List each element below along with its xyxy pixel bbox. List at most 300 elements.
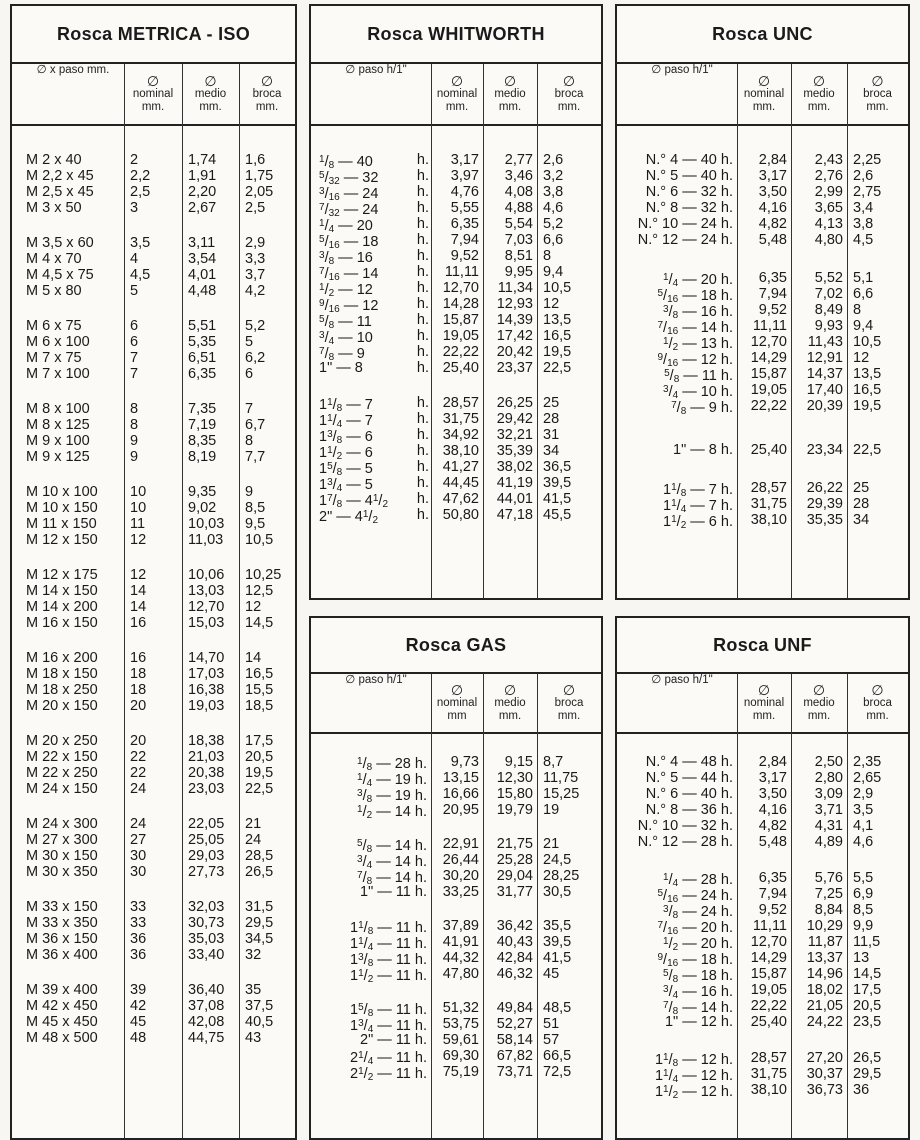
medio-value: 5,35 xyxy=(188,334,217,350)
thread-size: $^7$/8 — 9 h. xyxy=(671,400,733,417)
medio-value: 26,25 xyxy=(496,395,533,411)
header-broca xyxy=(537,674,601,732)
medio-value: 9,02 xyxy=(188,500,217,516)
header-medio xyxy=(483,674,537,732)
header-thread-pitch: ∅ x paso mm. xyxy=(36,64,110,76)
broca-value: 36 xyxy=(853,1082,870,1098)
broca-value: 39,5 xyxy=(543,475,572,491)
medio-value: 4,31 xyxy=(814,818,843,834)
nominal-value: 34,92 xyxy=(442,427,479,443)
broca-value: 8,5 xyxy=(853,902,874,918)
medio-value: 18,02 xyxy=(806,982,843,998)
column-divider xyxy=(537,674,538,1138)
broca-value: 16,5 xyxy=(245,666,274,682)
thread-size: $1^3/4$ — 5 xyxy=(319,477,373,494)
medio-value: 15,80 xyxy=(496,786,533,802)
medio-value: 23,37 xyxy=(496,360,533,376)
broca-value: 19 xyxy=(543,802,560,818)
nominal-value: 7,94 xyxy=(758,286,787,302)
thread-size: M 4 x 70 xyxy=(26,251,82,267)
nominal-value: 33,25 xyxy=(442,884,479,900)
nominal-value: 48 xyxy=(130,1030,147,1046)
metrica-iso-table xyxy=(10,4,297,1140)
nominal-value: 6 xyxy=(130,334,139,350)
header-medio xyxy=(791,64,847,124)
thread-size: M 24 x 300 xyxy=(26,816,98,832)
thread-size: M 4,5 x 75 xyxy=(26,267,94,283)
nominal-value: 9,73 xyxy=(450,754,479,770)
broca-value: 3,8 xyxy=(853,216,874,232)
broca-value: 4,1 xyxy=(853,818,874,834)
header-text: nominal xyxy=(436,88,478,100)
thread-size: M 2 x 40 xyxy=(26,152,82,168)
thread-size: $^3$/8 — 19 h. xyxy=(357,788,427,805)
header-text: mm. xyxy=(752,710,776,722)
broca-value: 9,4 xyxy=(543,264,564,280)
diameter-symbol: ∅ xyxy=(503,73,517,89)
nominal-value: 3 xyxy=(130,200,139,216)
header-thread-pitch: ∅ paso h/1" xyxy=(651,674,713,686)
broca-value: 16,5 xyxy=(853,382,882,398)
unit-h: h. xyxy=(416,264,429,280)
unit-h: h. xyxy=(416,427,429,443)
thread-size: $^1$/4 — 19 h. xyxy=(357,772,427,789)
broca-value: 18,5 xyxy=(245,698,274,714)
nominal-value: 11 xyxy=(130,516,146,532)
broca-value: 6 xyxy=(245,366,254,382)
broca-value: 28,25 xyxy=(543,868,580,884)
broca-value: 22,5 xyxy=(853,442,882,458)
medio-value: 3,65 xyxy=(814,200,843,216)
broca-value: 1,6 xyxy=(245,152,266,168)
medio-value: 2,20 xyxy=(188,184,217,200)
thread-size: $^3$/8 — 16 xyxy=(319,250,373,267)
medio-value: 3,09 xyxy=(814,786,843,802)
nominal-value: 47,62 xyxy=(442,491,479,507)
medio-value: 17,03 xyxy=(188,666,225,682)
broca-value: 10,5 xyxy=(853,334,882,350)
thread-size: M 36 x 150 xyxy=(26,931,98,947)
thread-size: M 6 x 75 xyxy=(26,318,82,334)
broca-value: 26,5 xyxy=(853,1050,882,1066)
medio-value: 22,05 xyxy=(188,816,225,832)
thread-size: $^7$/8 — 9 xyxy=(319,346,365,363)
nominal-value: 38,10 xyxy=(750,512,787,528)
thread-size: $^3$/4 — 14 h. xyxy=(357,854,427,871)
header-nominal xyxy=(431,64,483,124)
thread-size: $^7$/32 — 24 xyxy=(319,202,379,219)
broca-value: 9,5 xyxy=(245,516,266,532)
medio-value: 21,03 xyxy=(188,749,225,765)
thread-size: $^9$/16 — 18 h. xyxy=(657,952,733,969)
nominal-value: 16,66 xyxy=(442,786,479,802)
broca-value: 7 xyxy=(245,401,254,417)
unit-h: h. xyxy=(416,216,429,232)
unit-h: h. xyxy=(416,312,429,328)
nominal-value: 38,10 xyxy=(442,443,479,459)
medio-value: 12,91 xyxy=(806,350,843,366)
broca-value: 14 xyxy=(245,650,262,666)
column-divider xyxy=(847,674,848,1138)
medio-value: 9,35 xyxy=(188,484,217,500)
medio-value: 14,96 xyxy=(806,966,843,982)
column-divider xyxy=(847,64,848,598)
unit-h: h. xyxy=(416,507,429,523)
broca-value: 30,5 xyxy=(543,884,572,900)
thread-size: $^7$/16 — 14 xyxy=(319,266,379,283)
broca-value: 31,5 xyxy=(245,899,274,915)
nominal-value: 41,27 xyxy=(442,459,479,475)
medio-value: 10,06 xyxy=(188,567,225,583)
broca-value: 8 xyxy=(245,433,254,449)
thread-size: M 9 x 100 xyxy=(26,433,90,449)
thread-size: 2" — $4^1/2$ xyxy=(319,509,378,526)
thread-size: M 11 x 150 xyxy=(26,516,97,532)
column-headers xyxy=(617,674,908,734)
thread-size: $^1$/2 — 20 h. xyxy=(663,936,733,953)
nominal-value: 31,75 xyxy=(750,496,787,512)
thread-size: $^1$/4 — 20 xyxy=(319,218,373,235)
medio-value: 47,18 xyxy=(496,507,533,523)
broca-value: 2,75 xyxy=(853,184,882,200)
medio-value: 58,14 xyxy=(496,1032,533,1048)
header-text: medio xyxy=(803,697,835,709)
broca-value: 34,5 xyxy=(245,931,274,947)
nominal-value: 9,52 xyxy=(450,248,479,264)
thread-size: $^1$/2 — 12 xyxy=(319,282,373,299)
nominal-value: 44,32 xyxy=(442,950,479,966)
medio-value: 52,27 xyxy=(496,1016,533,1032)
medio-value: 4,01 xyxy=(188,267,217,283)
nominal-value: 5 xyxy=(130,283,139,299)
thread-size: $^3$/8 — 16 h. xyxy=(663,304,733,321)
nominal-value: 3,97 xyxy=(450,168,479,184)
header-medio xyxy=(182,64,239,124)
thread-size: 2" — 11 h. xyxy=(360,1032,427,1048)
diameter-symbol: ∅ xyxy=(146,73,160,89)
thread-size: M 8 x 100 xyxy=(26,401,90,417)
broca-value: 5 xyxy=(245,334,254,350)
diameter-symbol: ∅ xyxy=(757,682,771,698)
medio-value: 10,29 xyxy=(806,918,843,934)
medio-value: 31,77 xyxy=(496,884,533,900)
header-broca xyxy=(847,674,908,732)
broca-value: 34 xyxy=(543,443,560,459)
header-broca xyxy=(847,64,908,124)
broca-value: 5,5 xyxy=(853,870,874,886)
nominal-value: 30 xyxy=(130,848,147,864)
broca-value: 51 xyxy=(543,1016,560,1032)
thread-size: 1" — 12 h. xyxy=(664,1014,733,1030)
medio-value: 15,03 xyxy=(188,615,225,631)
header-text: medio xyxy=(494,88,526,100)
nominal-value: 25,40 xyxy=(442,360,479,376)
thread-size: M 5 x 80 xyxy=(26,283,82,299)
broca-value: 24 xyxy=(245,832,262,848)
nominal-value: 30 xyxy=(130,864,147,880)
nominal-value: 16 xyxy=(130,615,147,631)
thread-size: $1^1/4$ — 11 h. xyxy=(350,936,427,953)
header-text: mm. xyxy=(866,101,889,113)
thread-size: N.° 6 — 40 h. xyxy=(645,786,733,802)
nominal-value: 15,87 xyxy=(750,966,787,982)
nominal-value: 22,22 xyxy=(750,398,787,414)
nominal-value: 14 xyxy=(130,583,147,599)
thread-size: $1^1/4$ — 7 xyxy=(319,413,373,430)
thread-size: 1" — 8 xyxy=(319,360,363,376)
thread-size: $^5$/8 — 18 h. xyxy=(663,968,733,985)
nominal-value: 7,94 xyxy=(450,232,479,248)
broca-value: 10,25 xyxy=(245,567,282,583)
thread-size: M 30 x 350 xyxy=(26,864,98,880)
nominal-value: 44,45 xyxy=(442,475,479,491)
broca-value: 45 xyxy=(543,966,560,982)
medio-value: 18,38 xyxy=(188,733,225,749)
nominal-value: 45 xyxy=(130,1014,147,1030)
unit-h: h. xyxy=(416,152,429,168)
broca-value: 37,5 xyxy=(245,998,274,1014)
medio-value: 11,03 xyxy=(188,532,224,548)
thread-size: M 20 x 250 xyxy=(26,733,98,749)
medio-value: 23,34 xyxy=(806,442,843,458)
unit-h: h. xyxy=(416,184,429,200)
medio-value: 27,73 xyxy=(188,864,225,880)
thread-size: M 33 x 350 xyxy=(26,915,98,931)
column-divider xyxy=(537,64,538,598)
nominal-value: 6,35 xyxy=(758,870,787,886)
unit-h: h. xyxy=(416,344,429,360)
thread-size: $^3$/16 — 24 xyxy=(319,186,379,203)
broca-value: 10,5 xyxy=(245,532,274,548)
nominal-value: 37,89 xyxy=(442,918,479,934)
unit-h: h. xyxy=(416,200,429,216)
nominal-value: 12,70 xyxy=(442,280,479,296)
medio-value: 36,40 xyxy=(188,982,225,998)
broca-value: 25 xyxy=(543,395,560,411)
nominal-value: 3,17 xyxy=(758,168,787,184)
medio-value: 5,52 xyxy=(814,270,843,286)
broca-value: 8 xyxy=(543,248,552,264)
nominal-value: 47,80 xyxy=(442,966,479,982)
header-text: mm. xyxy=(557,710,581,722)
broca-value: 2,25 xyxy=(853,152,882,168)
broca-value: 5,1 xyxy=(853,270,874,286)
medio-value: 7,03 xyxy=(504,232,533,248)
medio-value: 20,39 xyxy=(806,398,843,414)
nominal-value: 51,32 xyxy=(442,1000,479,1016)
header-text: broca xyxy=(554,88,584,100)
broca-value: 2,65 xyxy=(853,770,882,786)
thread-size: M 8 x 125 xyxy=(26,417,90,433)
broca-value: 20,5 xyxy=(853,998,882,1014)
medio-value: 8,19 xyxy=(188,449,217,465)
medio-value: 37,08 xyxy=(188,998,225,1014)
thread-size: 1" — 8 h. xyxy=(673,442,733,458)
header-text: nominal xyxy=(743,88,785,100)
header-text: mm. xyxy=(752,101,776,113)
thread-size: $^1$/2 — 13 h. xyxy=(663,336,733,353)
column-headers xyxy=(311,674,601,734)
broca-value: 9,9 xyxy=(853,918,874,934)
medio-value: 2,80 xyxy=(814,770,843,786)
nominal-value: 2 xyxy=(130,152,139,168)
broca-value: 14,5 xyxy=(245,615,274,631)
broca-value: 8 xyxy=(853,302,862,318)
thread-size: 1" — 11 h. xyxy=(360,884,427,900)
broca-value: 3,4 xyxy=(853,200,874,216)
broca-value: 19,5 xyxy=(543,344,572,360)
nominal-value: 22,22 xyxy=(442,344,479,360)
nominal-value: 3,17 xyxy=(450,152,479,168)
thread-size: M 3,5 x 60 xyxy=(26,235,94,251)
unit-h: h. xyxy=(416,411,429,427)
nominal-value: 2,84 xyxy=(758,754,787,770)
medio-value: 41,19 xyxy=(496,475,533,491)
medio-value: 32,03 xyxy=(188,899,225,915)
diameter-symbol: ∅ xyxy=(260,73,274,89)
medio-value: 8,84 xyxy=(814,902,843,918)
nominal-value: 4,82 xyxy=(758,216,787,232)
nominal-value: 24 xyxy=(130,816,147,832)
header-text: mm. xyxy=(498,101,522,113)
thread-size: $1^1/2$ — 6 xyxy=(319,445,373,462)
unit-h: h. xyxy=(416,443,429,459)
medio-value: 9,95 xyxy=(504,264,533,280)
diameter-symbol: ∅ xyxy=(450,73,464,89)
thread-size: $^7$/16 — 20 h. xyxy=(657,920,733,937)
header-text: nominal xyxy=(743,697,785,709)
diameter-symbol: ∅ xyxy=(812,682,826,698)
thread-size: $^5$/8 — 11 xyxy=(319,314,372,331)
thread-size: $1^1/8$ — 11 h. xyxy=(350,920,427,937)
medio-value: 12,70 xyxy=(188,599,225,615)
broca-value: 11,75 xyxy=(543,770,579,786)
header-text: mm. xyxy=(141,101,165,113)
nominal-value: 14 xyxy=(130,599,147,615)
thread-size: $1^3/8$ — 6 xyxy=(319,429,373,446)
thread-size: $^5$/16 — 18 h. xyxy=(657,288,733,305)
medio-value: 7,19 xyxy=(188,417,217,433)
thread-size: M 12 x 175 xyxy=(26,567,98,583)
medio-value: 36,73 xyxy=(806,1082,843,1098)
thread-size: M 6 x 100 xyxy=(26,334,90,350)
diameter-symbol: ∅ xyxy=(562,682,576,698)
thread-size: $^5$/8 — 14 h. xyxy=(357,838,427,855)
broca-value: 28 xyxy=(543,411,560,427)
thread-size: M 27 x 300 xyxy=(26,832,98,848)
nominal-value: 4,5 xyxy=(130,267,151,283)
broca-value: 39,5 xyxy=(543,934,572,950)
medio-value: 3,46 xyxy=(504,168,533,184)
broca-value: 8,5 xyxy=(245,500,266,516)
table-title: Rosca METRICA - ISO xyxy=(12,6,295,64)
broca-value: 3,2 xyxy=(543,168,564,184)
thread-size: $^9$/16 — 12 xyxy=(319,298,379,315)
thread-size: N.° 10 — 32 h. xyxy=(637,818,733,834)
nominal-value: 75,19 xyxy=(442,1064,479,1080)
header-text: nominal xyxy=(132,88,174,100)
header-broca xyxy=(537,64,601,124)
medio-value: 5,76 xyxy=(814,870,843,886)
broca-value: 2,6 xyxy=(853,168,874,184)
thread-size: M 36 x 400 xyxy=(26,947,98,963)
medio-value: 1,91 xyxy=(188,168,217,184)
thread-size: M 18 x 150 xyxy=(26,666,98,682)
thread-size: M 14 x 200 xyxy=(26,599,98,615)
medio-value: 33,40 xyxy=(188,947,225,963)
nominal-value: 2,5 xyxy=(130,184,151,200)
thread-size: M 7 x 100 xyxy=(26,366,90,382)
broca-value: 2,05 xyxy=(245,184,274,200)
broca-value: 6,7 xyxy=(245,417,266,433)
nominal-value: 20,95 xyxy=(442,802,479,818)
medio-value: 35,35 xyxy=(806,512,843,528)
medio-value: 2,99 xyxy=(814,184,843,200)
header-medio xyxy=(483,64,537,124)
header-text: broca xyxy=(863,88,892,100)
thread-size: $^9$/16 — 12 h. xyxy=(657,352,733,369)
thread-size: $^3$/8 — 24 h. xyxy=(663,904,733,921)
header-text: medio xyxy=(194,88,227,100)
nominal-value: 12 xyxy=(130,532,147,548)
thread-size: $^7$/16 — 14 h. xyxy=(657,320,733,337)
thread-size: $1^5/8$ — 11 h. xyxy=(350,1002,427,1019)
medio-value: 1,74 xyxy=(188,152,217,168)
unit-h: h. xyxy=(416,395,429,411)
column-headers xyxy=(12,64,295,126)
thread-size: $1^1/8$ — 7 h. xyxy=(663,482,733,499)
header-broca xyxy=(239,64,295,124)
thread-size: $1^3/8$ — 11 h. xyxy=(350,952,427,969)
column-headers xyxy=(617,64,908,126)
diameter-symbol: ∅ xyxy=(757,73,771,89)
header-thread-pitch: ∅ paso h/1" xyxy=(345,674,407,686)
nominal-value: 25,40 xyxy=(750,442,787,458)
nominal-value: 30,20 xyxy=(442,868,479,884)
thread-size: M 45 x 450 xyxy=(26,1014,98,1030)
nominal-value: 11,11 xyxy=(752,918,787,934)
thread-size: $1^3/4$ — 11 h. xyxy=(350,1018,427,1035)
thread-size: N.° 12 — 24 h. xyxy=(637,232,733,248)
nominal-value: 59,61 xyxy=(442,1032,479,1048)
unit-h: h. xyxy=(416,232,429,248)
unit-h: h. xyxy=(416,360,429,376)
medio-value: 30,37 xyxy=(806,1066,843,1082)
thread-size: M 16 x 200 xyxy=(26,650,98,666)
thread-size: $2^1/2$ — 11 h. xyxy=(350,1066,427,1083)
nominal-value: 8 xyxy=(130,417,139,433)
broca-value: 17,5 xyxy=(853,982,882,998)
broca-value: 12 xyxy=(245,599,262,615)
medio-value: 7,35 xyxy=(188,401,217,417)
broca-value: 43 xyxy=(245,1030,262,1046)
thread-size: N.° 8 — 36 h. xyxy=(645,802,733,818)
table-title: Rosca UNC xyxy=(617,6,908,64)
medio-value: 29,39 xyxy=(806,496,843,512)
header-medio xyxy=(791,674,847,732)
thread-size: M 2,2 x 45 xyxy=(26,168,94,184)
thread-size: $1^1/2$ — 6 h. xyxy=(663,514,733,531)
nominal-value: 42 xyxy=(130,998,147,1014)
nominal-value: 31,75 xyxy=(442,411,479,427)
medio-value: 73,71 xyxy=(496,1064,533,1080)
broca-value: 15,25 xyxy=(543,786,580,802)
broca-value: 13,5 xyxy=(853,366,882,382)
diameter-symbol: ∅ xyxy=(204,73,217,89)
thread-size: $^1$/4 — 28 h. xyxy=(663,872,733,889)
broca-value: 28 xyxy=(853,496,870,512)
medio-value: 4,13 xyxy=(814,216,843,232)
